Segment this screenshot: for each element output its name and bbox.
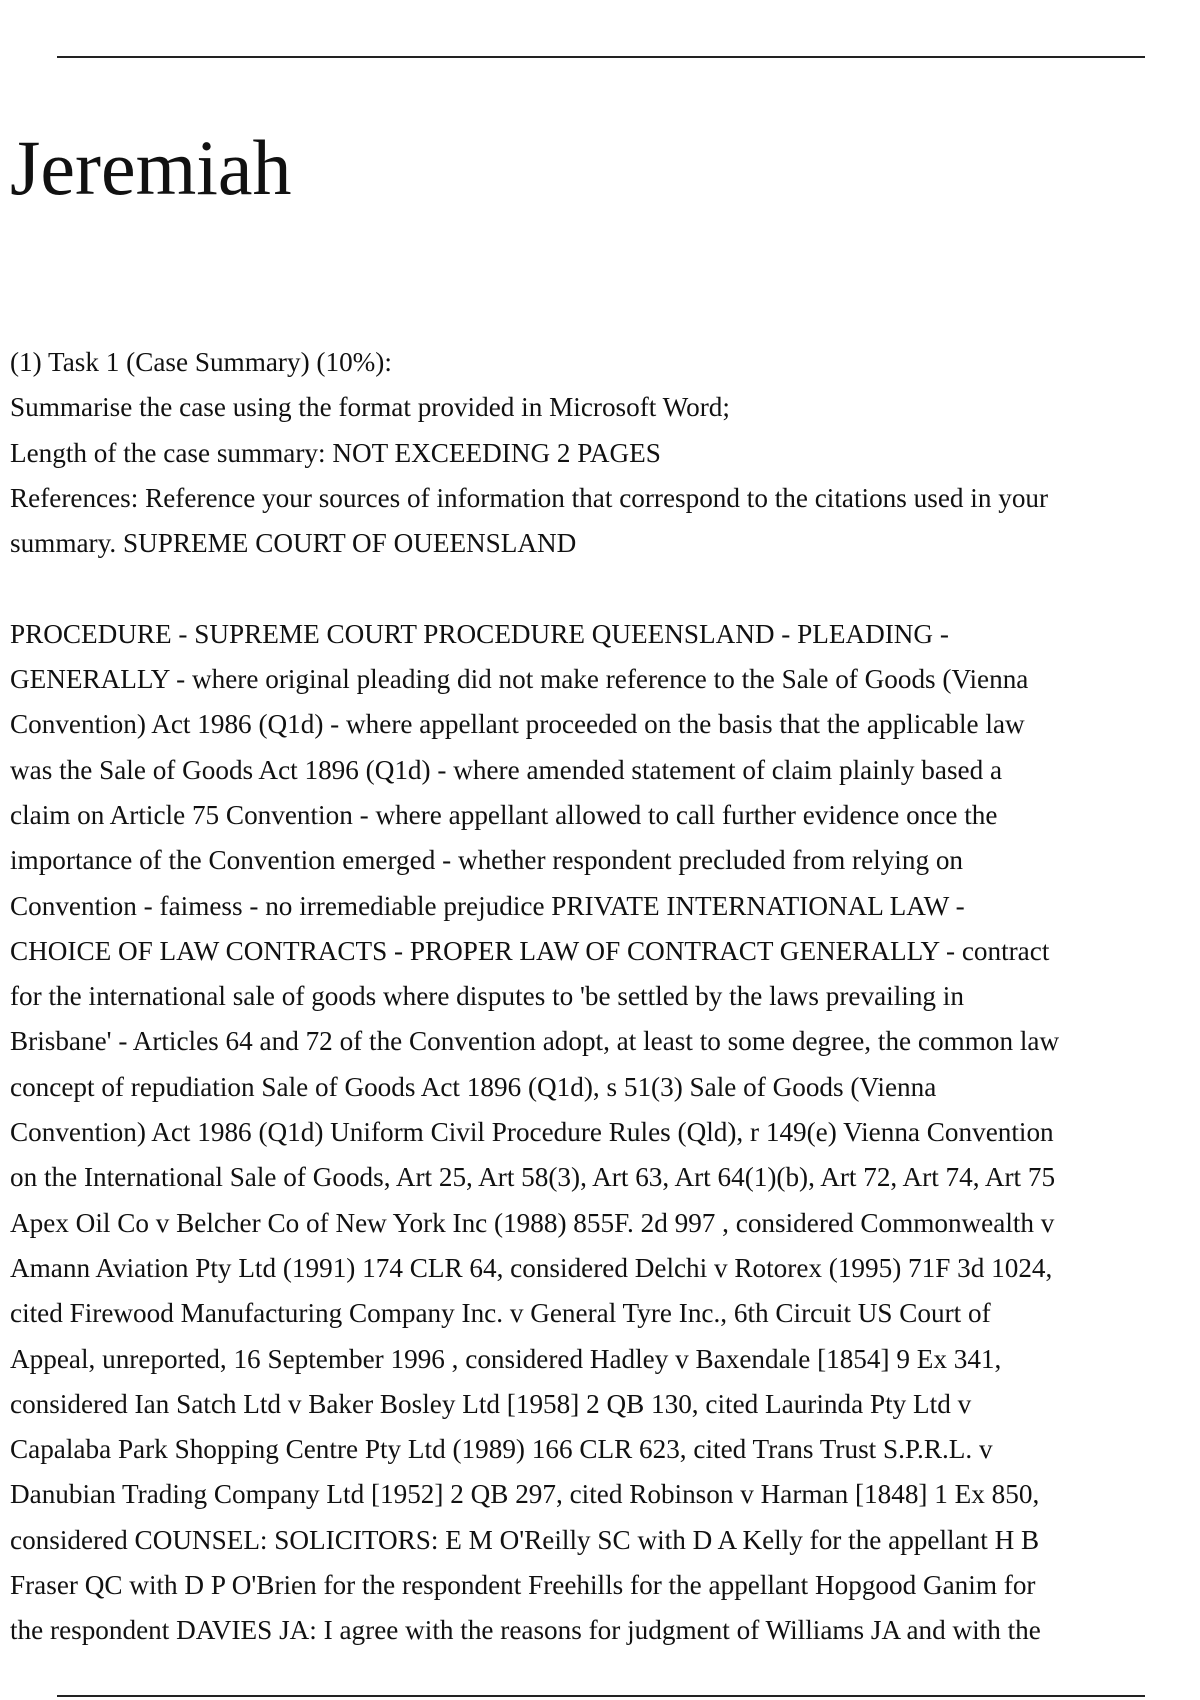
body-line: was the Sale of Goods Act 1896 (Q1d) - where amended statement of claim plainly based a <box>10 754 1003 785</box>
body-line: Amann Aviation Pty Ltd (1991) 174 CLR 64, considered Delchi v Rotorex (1995) 71F 3d 1024, <box>10 1252 1053 1283</box>
bottom-divider <box>57 1695 1145 1697</box>
body-line: importance of the Convention emerged - whether respondent precluded from relying on <box>10 845 964 876</box>
document-body <box>10 340 1190 1654</box>
task-line: Length of the case summary: NOT EXCEEDING 2 PAGES <box>10 437 661 468</box>
body-line: Convention) Act 1986 (Q1d) Uniform Civil Procedure Rules (Qld), r 149(e) Vienna Convention <box>10 1117 1054 1148</box>
body-line: considered COUNSEL: SOLICITORS: E M O'Reilly SC with D A Kelly for the appellant H B <box>10 1524 1040 1555</box>
task-line: References: Reference your sources of information that correspond to the citations used in your <box>10 482 1049 513</box>
task-line: (1) Task 1 (Case Summary) (10%): <box>10 347 392 377</box>
body-line: Convention) Act 1986 (Q1d) - where appellant proceeded on the basis that the applicable law <box>10 709 1025 740</box>
body-line: Convention - faimess - no irremediable prejudice PRIVATE INTERNATIONAL LAW - <box>10 890 965 921</box>
body-line: Capalaba Park Shopping Centre Pty Ltd (1989) 166 CLR 623, cited Trans Trust S.P.R.L. v <box>10 1434 993 1465</box>
body-line: CHOICE OF LAW CONTRACTS - PROPER LAW OF CONTRACT GENERALLY - contract <box>10 935 1050 966</box>
body-line: claim on Article 75 Convention - where appellant allowed to call further evidence once the <box>10 799 998 830</box>
document-title: Jeremiah <box>10 124 292 211</box>
case-catchwords-paragraph <box>10 612 1190 1654</box>
body-line: considered Ian Satch Ltd v Baker Bosley Ltd [1958] 2 QB 130, cited Laurinda Pty Ltd v <box>10 1388 972 1419</box>
task-line: summary. SUPREME COURT OF OUEENSLAND <box>10 528 577 559</box>
body-line: on the International Sale of Goods, Art 25, Art 58(3), Art 63, Art 64(1)(b), Art 72, Art 74, Art 75 <box>10 1162 1056 1193</box>
top-divider <box>57 56 1145 58</box>
body-line: concept of repudiation Sale of Goods Act 1896 (Q1d), s 51(3) Sale of Goods (Vienna <box>10 1071 937 1102</box>
body-line: Apex Oil Co v Belcher Co of New York Inc (1988) 855F. 2d 997 , considered Commonwealth v <box>10 1207 1055 1238</box>
body-line: PROCEDURE - SUPREME COURT PROCEDURE QUEENSLAND - PLEADING - <box>10 618 949 649</box>
paragraph-spacer <box>10 566 1190 611</box>
body-line: Appeal, unreported, 16 September 1996 , considered Hadley v Baxendale [1854] 9 Ex 341, <box>10 1343 1002 1374</box>
task-section <box>10 340 1190 566</box>
body-line: cited Firewood Manufacturing Company Inc. v General Tyre Inc., 6th Circuit US Court of <box>10 1298 991 1329</box>
body-line: Fraser QC with D P O'Brien for the respondent Freehills for the appellant Hopgood Ganim for <box>10 1570 1036 1601</box>
body-line: GENERALLY - where original pleading did not make reference to the Sale of Goods (Vienna <box>10 664 1029 695</box>
body-line: for the international sale of goods where disputes to 'be settled by the laws prevailing in <box>10 981 964 1012</box>
task-line: Summarise the case using the format provided in Microsoft Word; <box>10 392 730 423</box>
body-line: the respondent DAVIES JA: I agree with the reasons for judgment of Williams JA and with the <box>10 1615 1041 1646</box>
body-line: Danubian Trading Company Ltd [1952] 2 QB 297, cited Robinson v Harman [1848] 1 Ex 850, <box>10 1479 1040 1510</box>
body-line: Brisbane' - Articles 64 and 72 of the Convention adopt, at least to some degree, the common law <box>10 1026 1060 1057</box>
